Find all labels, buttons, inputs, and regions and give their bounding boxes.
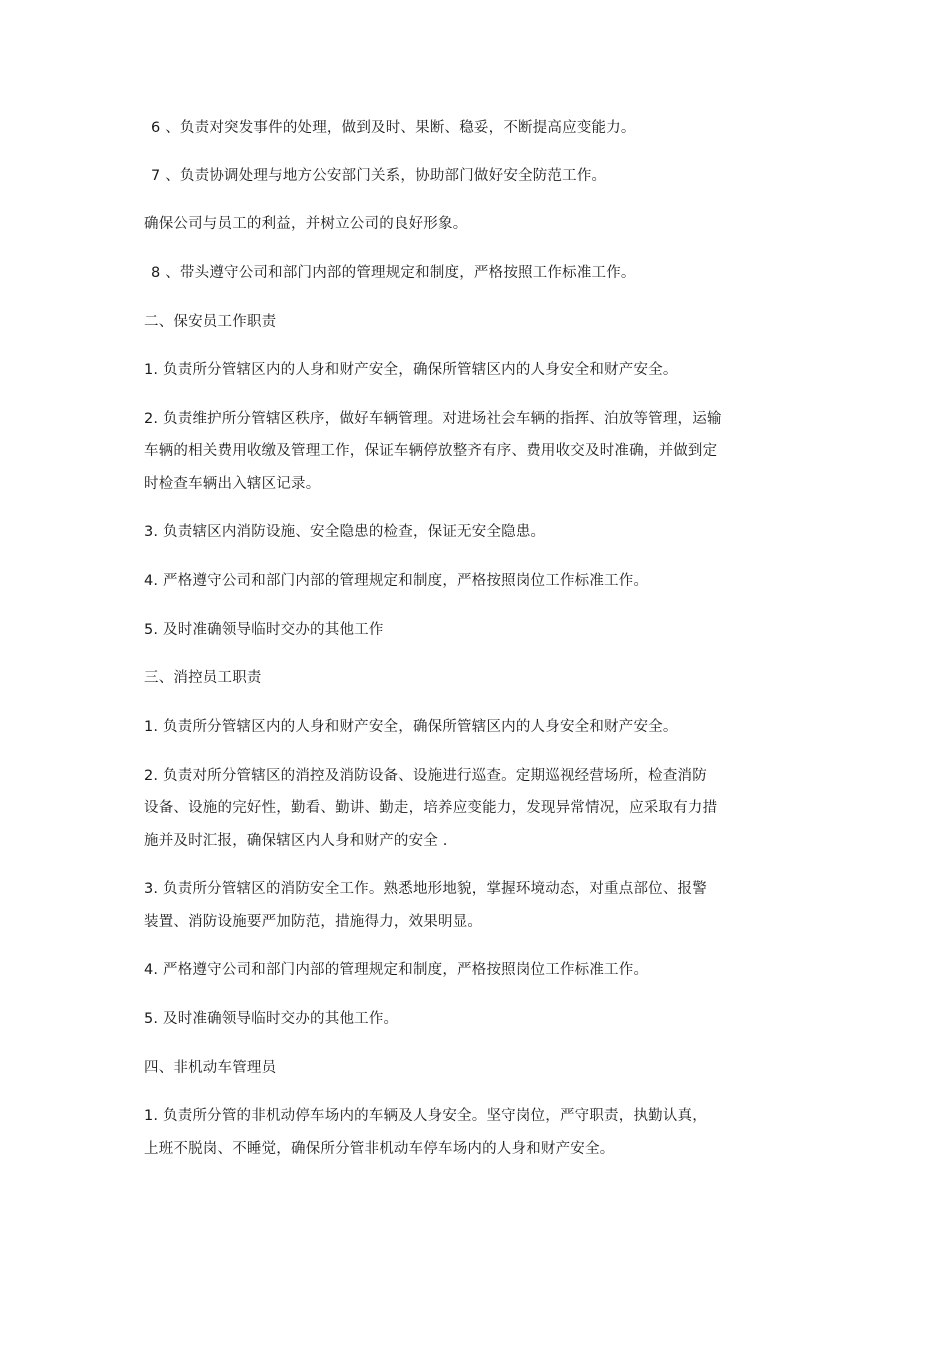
list-item: 3. 负责所分管辖区的消防安全工作。熟悉地形地貌，掌握环境动态，对重点部位、报警 <box>144 881 707 897</box>
list-item: 1. 负责所分管辖区内的人身和财产安全，确保所管辖区内的人身安全和财产安全。 <box>144 719 678 735</box>
list-item: 3. 负责辖区内消防设施、安全隐患的检查，保证无安全隐患。 <box>144 524 546 540</box>
list-item-continuation: 车辆的相关费用收缴及管理工作，保证车辆停放整齐有序、费用收交及时准确，并做到定 <box>144 443 718 459</box>
list-item-continuation: 装置、消防设施要严加防范，措施得力，效果明显。 <box>144 914 483 930</box>
paragraph-item-7: 7 、负责协调处理与地方公安部门关系，协助部门做好安全防范工作。 <box>151 168 607 184</box>
list-item-continuation: 施并及时汇报，确保辖区内人身和财产的安全 . <box>144 833 448 849</box>
list-item: 4. 严格遵守公司和部门内部的管理规定和制度，严格按照岗位工作标准工作。 <box>144 573 649 589</box>
list-item: 1. 负责所分管辖区内的人身和财产安全，确保所管辖区内的人身安全和财产安全。 <box>144 362 678 378</box>
paragraph-item-8: 8 、带头遵守公司和部门内部的管理规定和制度，严格按照工作标准工作。 <box>151 265 636 281</box>
section-heading-non-motor-vehicle: 四、非机动车管理员 <box>144 1060 277 1076</box>
paragraph-text: 确保公司与员工的利益，并树立公司的良好形象。 <box>144 216 468 232</box>
list-item: 4. 严格遵守公司和部门内部的管理规定和制度，严格按照岗位工作标准工作。 <box>144 962 649 978</box>
paragraph-item-6: 6 、负责对突发事件的处理，做到及时、果断、稳妥，不断提高应变能力。 <box>151 120 636 136</box>
list-item: 5. 及时准确领导临时交办的其他工作。 <box>144 1011 399 1027</box>
list-item: 2. 负责对所分管辖区的消控及消防设备、设施进行巡查。定期巡视经营场所，检查消防 <box>144 768 707 784</box>
section-heading-security-guard: 二、保安员工作职责 <box>144 314 277 330</box>
list-item: 5. 及时准确领导临时交办的其他工作 <box>144 622 384 638</box>
section-heading-fire-control: 三、消控员工职责 <box>144 670 262 686</box>
list-item-continuation: 上班不脱岗、不睡觉，确保所分管非机动车停车场内的人身和财产安全。 <box>144 1141 615 1157</box>
list-item: 2. 负责维护所分管辖区秩序，做好车辆管理。对进场社会车辆的指挥、泊放等管理，运输 <box>144 411 722 427</box>
list-item: 1. 负责所分管的非机动停车场内的车辆及人身安全。坚守岗位，严守职责，执勤认真， <box>144 1108 707 1124</box>
list-item-continuation: 设备、设施的完好性，勤看、勤讲、勤走，培养应变能力，发现异常情况，应采取有力措 <box>144 800 718 816</box>
list-item-continuation: 时检查车辆出入辖区记录。 <box>144 476 321 492</box>
